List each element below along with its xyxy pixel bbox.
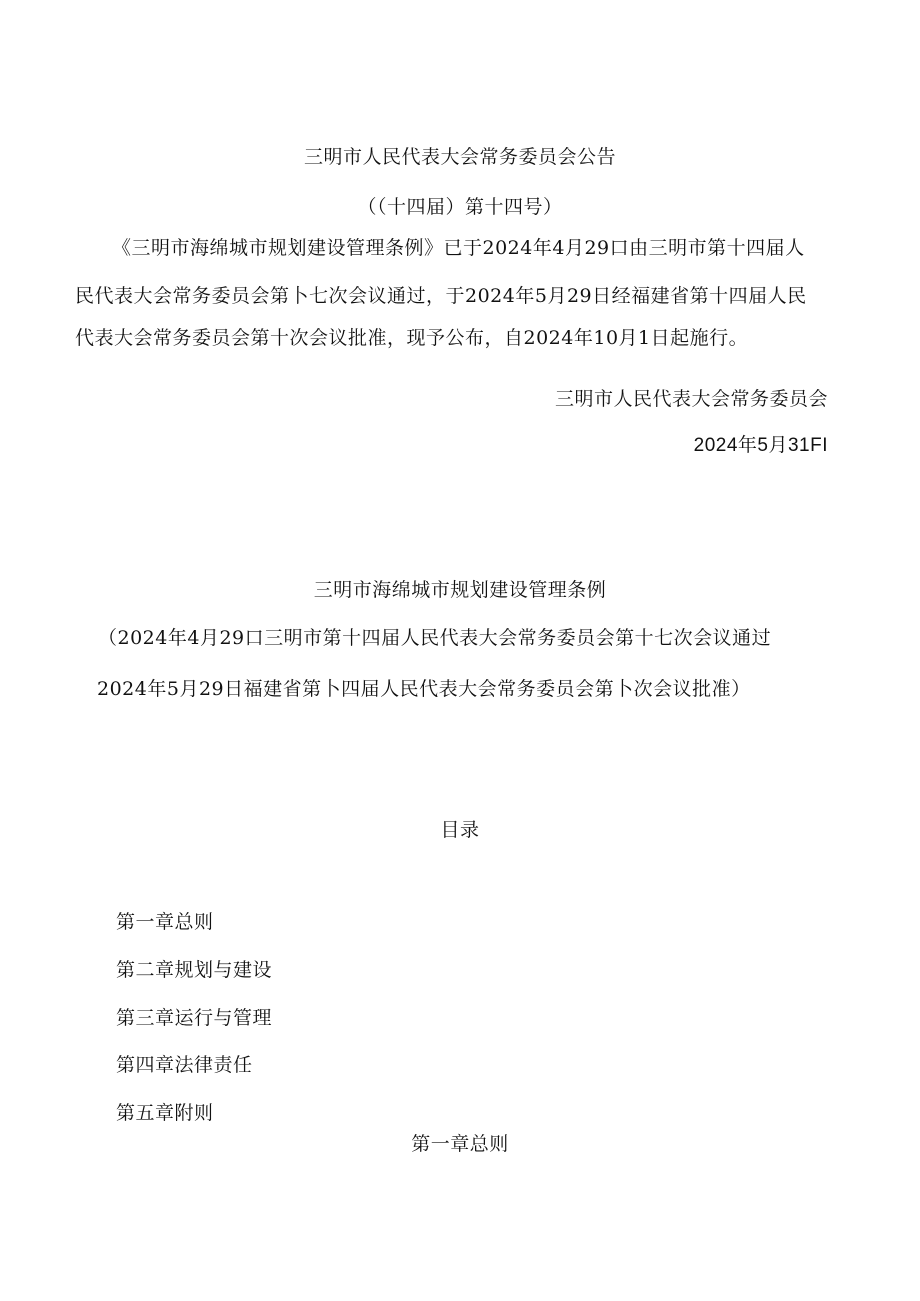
toc-item: 第三章运行与管理	[116, 1007, 273, 1029]
notice-issuer: 三明市人民代表大会常务委员会	[554, 388, 828, 410]
regulation-adoption-line-2: 2024年5月29日福建省第卜四届人民代表大会常务委员会第卜次会议批准）	[97, 678, 751, 700]
notice-date: 2024年5月31FI	[693, 435, 828, 456]
toc-item: 第四章法律责任	[116, 1054, 253, 1076]
notice-body-line-3: 代表大会常务委员会第十次会议批准，现予公布，自2024年10月1日起施行。	[75, 327, 749, 349]
toc-item: 第二章规划与建设	[116, 959, 273, 981]
regulation-title: 三明市海绵城市规划建设管理条例	[313, 579, 607, 601]
toc-heading: 目录	[440, 819, 480, 841]
chapter-heading: 第一章总则	[411, 1133, 509, 1155]
notice-number: （（十四届）第十四号）	[357, 196, 563, 218]
regulation-adoption-line-1: （2024年4月29口三明市第十四届人民代表大会常务委员会第十七次会议通过	[98, 627, 772, 649]
notice-body-line-2: 民代表大会常务委员会第卜七次会议通过，于2024年5月29日经福建省第十四届人民	[75, 285, 807, 307]
notice-title: 三明市人民代表大会常务委员会公告	[303, 146, 616, 168]
toc-item: 第五章附则	[116, 1102, 214, 1124]
notice-body-line-1: 《三明市海绵城市规划建设管理条例》已于2024年4月29口由三明市第十四届人	[112, 237, 805, 259]
toc-item: 第一章总则	[116, 911, 214, 933]
